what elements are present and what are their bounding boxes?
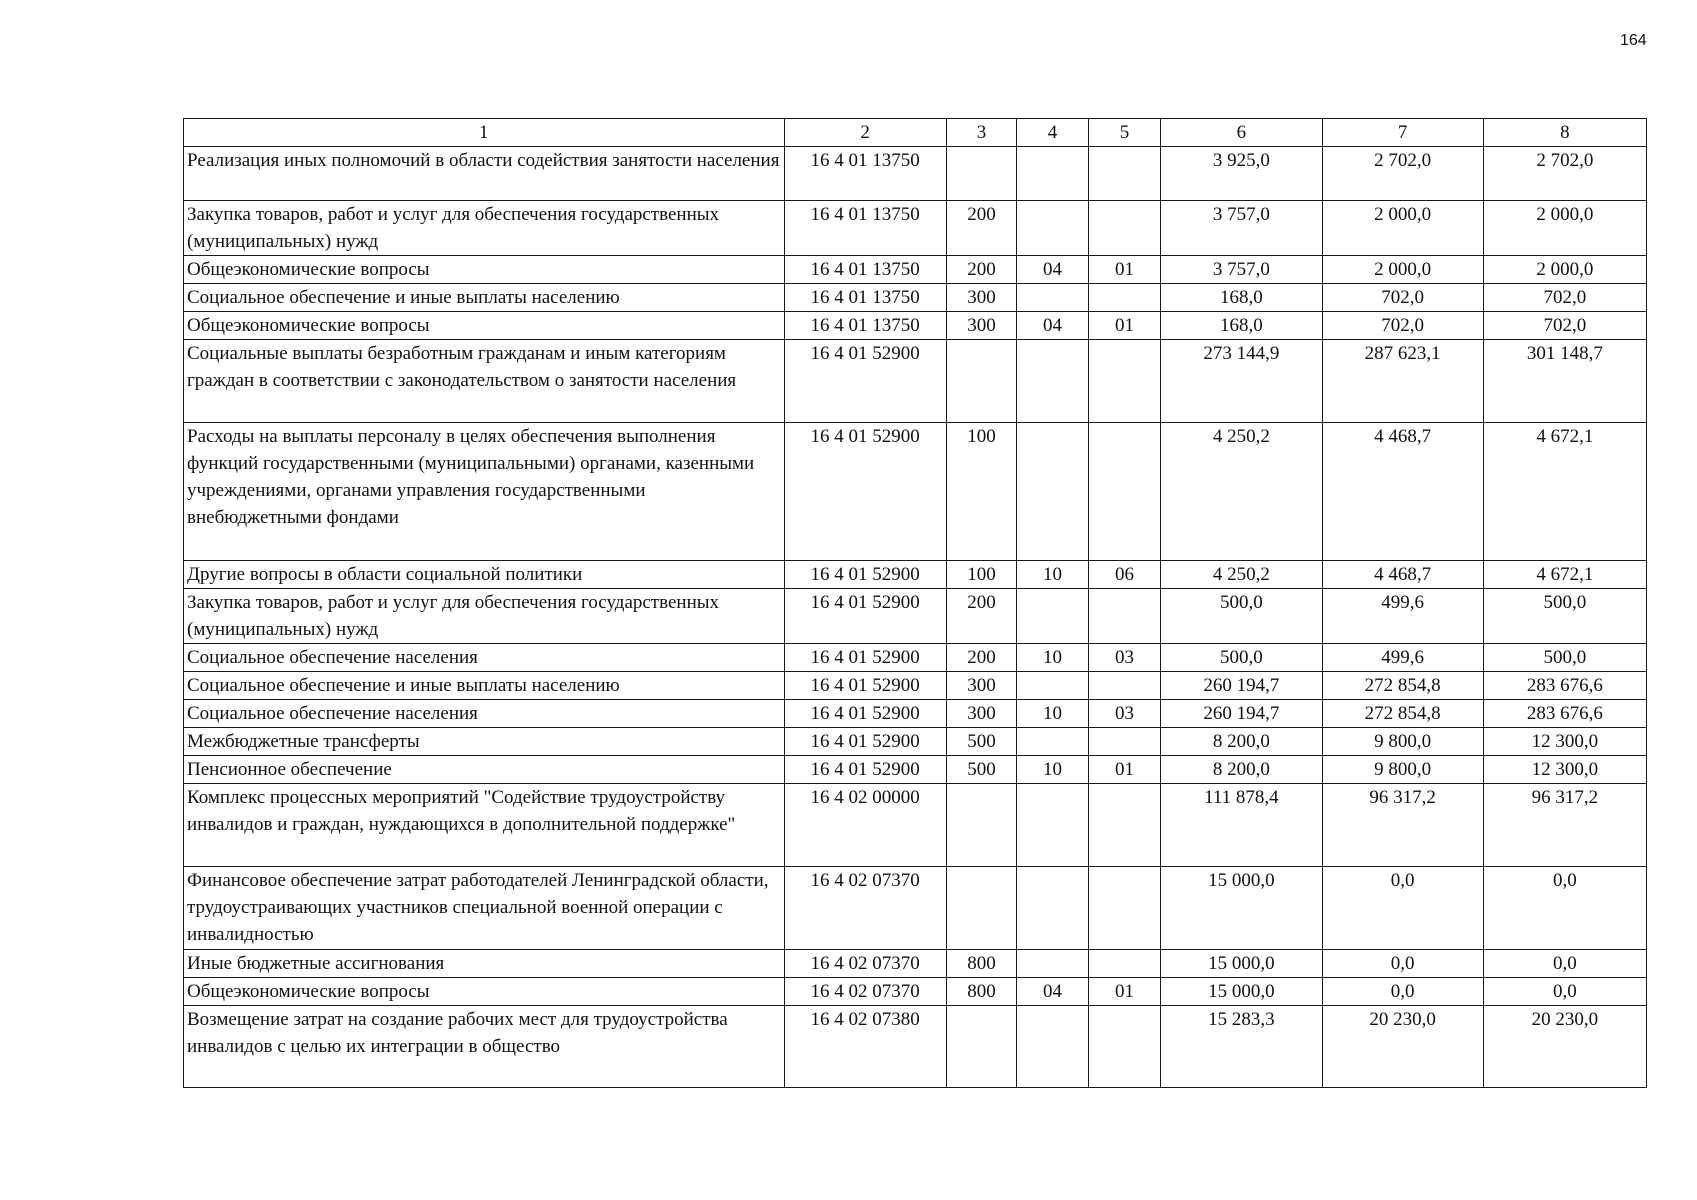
row-code: 16 4 02 07370 bbox=[784, 978, 946, 1006]
table-row bbox=[184, 978, 1647, 1006]
row-expense-type: 200 bbox=[946, 589, 1017, 644]
header-cell: 4 bbox=[1017, 119, 1089, 147]
row-section: 10 bbox=[1017, 561, 1089, 589]
table-row bbox=[184, 728, 1647, 756]
row-expense-type: 200 bbox=[946, 201, 1017, 256]
row-name: Социальное обеспечение и иные выплаты населению bbox=[184, 672, 785, 700]
row-amount-col6: 3 757,0 bbox=[1161, 201, 1322, 256]
row-amount-col6: 4 250,2 bbox=[1161, 423, 1322, 561]
row-code: 16 4 01 52900 bbox=[784, 561, 946, 589]
row-amount-col8: 283 676,6 bbox=[1483, 700, 1646, 728]
row-amount-col6: 15 000,0 bbox=[1161, 867, 1322, 950]
header-cell: 6 bbox=[1161, 119, 1322, 147]
row-section: 10 bbox=[1017, 644, 1089, 672]
row-subsection bbox=[1088, 423, 1161, 561]
row-section bbox=[1017, 201, 1089, 256]
row-name: Другие вопросы в области социальной политики bbox=[184, 561, 785, 589]
row-amount-col7: 0,0 bbox=[1322, 978, 1483, 1006]
row-amount-col7: 272 854,8 bbox=[1322, 672, 1483, 700]
table-row bbox=[184, 950, 1647, 978]
row-subsection bbox=[1088, 340, 1161, 423]
row-amount-col7: 2 000,0 bbox=[1322, 256, 1483, 284]
row-code: 16 4 01 13750 bbox=[784, 256, 946, 284]
row-expense-type: 200 bbox=[946, 256, 1017, 284]
row-expense-type bbox=[946, 340, 1017, 423]
header-cell: 3 bbox=[946, 119, 1017, 147]
row-code: 16 4 02 07370 bbox=[784, 950, 946, 978]
row-code: 16 4 02 00000 bbox=[784, 784, 946, 867]
row-code: 16 4 01 13750 bbox=[784, 201, 946, 256]
row-subsection bbox=[1088, 784, 1161, 867]
table-row bbox=[184, 561, 1647, 589]
row-expense-type: 100 bbox=[946, 561, 1017, 589]
row-name: Расходы на выплаты персоналу в целях обеспечения выполнения функций государственными (муниципальными) органами, казенными учреждениями, органами управления государственными внебюджетными фондами bbox=[184, 423, 785, 561]
row-code: 16 4 01 52900 bbox=[784, 340, 946, 423]
row-amount-col8: 0,0 bbox=[1483, 978, 1646, 1006]
row-section bbox=[1017, 589, 1089, 644]
header-cell: 8 bbox=[1483, 119, 1646, 147]
row-amount-col7: 20 230,0 bbox=[1322, 1006, 1483, 1088]
row-amount-col8: 702,0 bbox=[1483, 284, 1646, 312]
row-section bbox=[1017, 950, 1089, 978]
row-expense-type: 800 bbox=[946, 950, 1017, 978]
row-name: Социальное обеспечение населения bbox=[184, 644, 785, 672]
row-amount-col7: 0,0 bbox=[1322, 867, 1483, 950]
row-amount-col6: 4 250,2 bbox=[1161, 561, 1322, 589]
row-amount-col7: 702,0 bbox=[1322, 284, 1483, 312]
row-expense-type: 100 bbox=[946, 423, 1017, 561]
row-amount-col6: 500,0 bbox=[1161, 644, 1322, 672]
row-name: Закупка товаров, работ и услуг для обеспечения государственных (муниципальных) нужд bbox=[184, 201, 785, 256]
row-section bbox=[1017, 672, 1089, 700]
table-row bbox=[184, 1006, 1647, 1088]
row-code: 16 4 01 13750 bbox=[784, 312, 946, 340]
row-name: Социальные выплаты безработным гражданам и иным категориям граждан в соответствии с законодательством о занятости населения bbox=[184, 340, 785, 423]
row-amount-col8: 0,0 bbox=[1483, 867, 1646, 950]
row-section: 04 bbox=[1017, 312, 1089, 340]
row-amount-col7: 2 702,0 bbox=[1322, 147, 1483, 201]
row-code: 16 4 01 52900 bbox=[784, 756, 946, 784]
header-row bbox=[184, 119, 1647, 147]
row-amount-col7: 9 800,0 bbox=[1322, 728, 1483, 756]
row-amount-col8: 4 672,1 bbox=[1483, 423, 1646, 561]
row-name: Общеэкономические вопросы bbox=[184, 978, 785, 1006]
row-subsection: 03 bbox=[1088, 700, 1161, 728]
row-amount-col8: 283 676,6 bbox=[1483, 672, 1646, 700]
row-expense-type: 300 bbox=[946, 672, 1017, 700]
row-amount-col7: 0,0 bbox=[1322, 950, 1483, 978]
row-code: 16 4 01 52900 bbox=[784, 589, 946, 644]
row-code: 16 4 01 52900 bbox=[784, 700, 946, 728]
table-row bbox=[184, 256, 1647, 284]
row-amount-col8: 2 000,0 bbox=[1483, 201, 1646, 256]
row-code: 16 4 01 52900 bbox=[784, 672, 946, 700]
row-subsection bbox=[1088, 201, 1161, 256]
row-amount-col8: 96 317,2 bbox=[1483, 784, 1646, 867]
row-subsection: 01 bbox=[1088, 256, 1161, 284]
row-name: Пенсионное обеспечение bbox=[184, 756, 785, 784]
table-row bbox=[184, 784, 1647, 867]
row-name: Иные бюджетные ассигнования bbox=[184, 950, 785, 978]
row-amount-col8: 4 672,1 bbox=[1483, 561, 1646, 589]
row-amount-col6: 15 000,0 bbox=[1161, 978, 1322, 1006]
row-name: Межбюджетные трансферты bbox=[184, 728, 785, 756]
row-amount-col6: 500,0 bbox=[1161, 589, 1322, 644]
row-amount-col6: 168,0 bbox=[1161, 312, 1322, 340]
row-amount-col6: 273 144,9 bbox=[1161, 340, 1322, 423]
header-cell: 2 bbox=[784, 119, 946, 147]
row-name: Финансовое обеспечение затрат работодателей Ленинградской области, трудоустраивающих участников специальной военной операции с инвалидностью bbox=[184, 867, 785, 950]
row-amount-col7: 4 468,7 bbox=[1322, 423, 1483, 561]
row-amount-col6: 3 757,0 bbox=[1161, 256, 1322, 284]
row-section: 10 bbox=[1017, 700, 1089, 728]
row-section bbox=[1017, 784, 1089, 867]
row-amount-col8: 500,0 bbox=[1483, 589, 1646, 644]
row-subsection: 01 bbox=[1088, 312, 1161, 340]
row-amount-col7: 702,0 bbox=[1322, 312, 1483, 340]
row-name: Комплекс процессных мероприятий "Содействие трудоустройству инвалидов и граждан, нуждающихся в дополнительной поддержке" bbox=[184, 784, 785, 867]
row-amount-col8: 12 300,0 bbox=[1483, 756, 1646, 784]
row-amount-col8: 12 300,0 bbox=[1483, 728, 1646, 756]
row-amount-col6: 260 194,7 bbox=[1161, 672, 1322, 700]
row-expense-type bbox=[946, 1006, 1017, 1088]
row-name: Общеэкономические вопросы bbox=[184, 256, 785, 284]
row-amount-col8: 0,0 bbox=[1483, 950, 1646, 978]
row-subsection: 03 bbox=[1088, 644, 1161, 672]
row-section bbox=[1017, 147, 1089, 201]
row-code: 16 4 02 07370 bbox=[784, 867, 946, 950]
row-subsection bbox=[1088, 950, 1161, 978]
row-name: Общеэкономические вопросы bbox=[184, 312, 785, 340]
row-code: 16 4 01 52900 bbox=[784, 728, 946, 756]
table-row bbox=[184, 312, 1647, 340]
row-expense-type: 500 bbox=[946, 728, 1017, 756]
row-expense-type bbox=[946, 784, 1017, 867]
row-amount-col7: 4 468,7 bbox=[1322, 561, 1483, 589]
table-row bbox=[184, 672, 1647, 700]
row-amount-col7: 499,6 bbox=[1322, 589, 1483, 644]
row-code: 16 4 01 13750 bbox=[784, 284, 946, 312]
row-section bbox=[1017, 728, 1089, 756]
row-subsection bbox=[1088, 147, 1161, 201]
row-expense-type: 300 bbox=[946, 700, 1017, 728]
row-subsection: 01 bbox=[1088, 978, 1161, 1006]
row-subsection bbox=[1088, 728, 1161, 756]
table-row bbox=[184, 201, 1647, 256]
header-cell: 1 bbox=[184, 119, 785, 147]
row-section bbox=[1017, 284, 1089, 312]
row-amount-col7: 272 854,8 bbox=[1322, 700, 1483, 728]
row-code: 16 4 01 52900 bbox=[784, 423, 946, 561]
row-expense-type: 200 bbox=[946, 644, 1017, 672]
row-subsection bbox=[1088, 867, 1161, 950]
table-row bbox=[184, 700, 1647, 728]
row-amount-col6: 3 925,0 bbox=[1161, 147, 1322, 201]
row-amount-col8: 500,0 bbox=[1483, 644, 1646, 672]
row-amount-col6: 15 000,0 bbox=[1161, 950, 1322, 978]
row-amount-col6: 8 200,0 bbox=[1161, 756, 1322, 784]
header-cell: 7 bbox=[1322, 119, 1483, 147]
row-expense-type: 300 bbox=[946, 284, 1017, 312]
row-section bbox=[1017, 1006, 1089, 1088]
header-cell: 5 bbox=[1088, 119, 1161, 147]
row-amount-col7: 287 623,1 bbox=[1322, 340, 1483, 423]
row-section bbox=[1017, 867, 1089, 950]
budget-table bbox=[183, 118, 1647, 1088]
row-amount-col8: 20 230,0 bbox=[1483, 1006, 1646, 1088]
row-name: Возмещение затрат на создание рабочих мест для трудоустройства инвалидов с целью их интеграции в общество bbox=[184, 1006, 785, 1088]
table-row bbox=[184, 340, 1647, 423]
row-expense-type: 800 bbox=[946, 978, 1017, 1006]
row-expense-type bbox=[946, 147, 1017, 201]
row-amount-col7: 499,6 bbox=[1322, 644, 1483, 672]
row-code: 16 4 02 07380 bbox=[784, 1006, 946, 1088]
row-section: 04 bbox=[1017, 978, 1089, 1006]
row-name: Социальное обеспечение населения bbox=[184, 700, 785, 728]
table-header bbox=[184, 119, 1647, 147]
row-name: Реализация иных полномочий в области содействия занятости населения bbox=[184, 147, 785, 201]
table-row bbox=[184, 756, 1647, 784]
row-code: 16 4 01 13750 bbox=[784, 147, 946, 201]
table-row bbox=[184, 867, 1647, 950]
row-amount-col6: 111 878,4 bbox=[1161, 784, 1322, 867]
page-number: 164 bbox=[1620, 32, 1647, 49]
row-subsection bbox=[1088, 672, 1161, 700]
table-row bbox=[184, 423, 1647, 561]
row-amount-col8: 2 702,0 bbox=[1483, 147, 1646, 201]
row-subsection bbox=[1088, 1006, 1161, 1088]
row-expense-type: 500 bbox=[946, 756, 1017, 784]
row-name: Закупка товаров, работ и услуг для обеспечения государственных (муниципальных) нужд bbox=[184, 589, 785, 644]
row-amount-col6: 8 200,0 bbox=[1161, 728, 1322, 756]
row-subsection bbox=[1088, 284, 1161, 312]
row-amount-col8: 702,0 bbox=[1483, 312, 1646, 340]
row-subsection: 01 bbox=[1088, 756, 1161, 784]
row-section bbox=[1017, 423, 1089, 561]
row-amount-col8: 2 000,0 bbox=[1483, 256, 1646, 284]
row-section: 04 bbox=[1017, 256, 1089, 284]
table-row bbox=[184, 589, 1647, 644]
row-amount-col6: 168,0 bbox=[1161, 284, 1322, 312]
row-amount-col7: 2 000,0 bbox=[1322, 201, 1483, 256]
row-subsection: 06 bbox=[1088, 561, 1161, 589]
row-subsection bbox=[1088, 589, 1161, 644]
row-amount-col7: 9 800,0 bbox=[1322, 756, 1483, 784]
row-section: 10 bbox=[1017, 756, 1089, 784]
table-row bbox=[184, 284, 1647, 312]
table-body bbox=[184, 147, 1647, 1088]
row-code: 16 4 01 52900 bbox=[784, 644, 946, 672]
row-expense-type: 300 bbox=[946, 312, 1017, 340]
row-amount-col6: 260 194,7 bbox=[1161, 700, 1322, 728]
row-section bbox=[1017, 340, 1089, 423]
row-amount-col7: 96 317,2 bbox=[1322, 784, 1483, 867]
table-row bbox=[184, 147, 1647, 201]
row-amount-col8: 301 148,7 bbox=[1483, 340, 1646, 423]
row-amount-col6: 15 283,3 bbox=[1161, 1006, 1322, 1088]
row-name: Социальное обеспечение и иные выплаты населению bbox=[184, 284, 785, 312]
row-expense-type bbox=[946, 867, 1017, 950]
table-row bbox=[184, 644, 1647, 672]
